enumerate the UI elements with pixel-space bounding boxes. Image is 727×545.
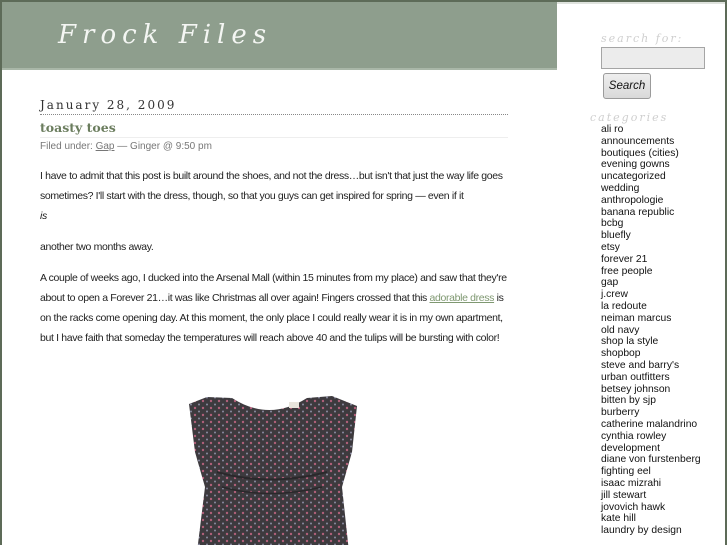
category-item[interactable]: laundry by design	[601, 525, 682, 537]
category-item[interactable]: j.crew	[601, 289, 628, 301]
post-body	[40, 166, 508, 348]
category-item[interactable]: etsy	[601, 241, 620, 253]
category-item[interactable]: diane von furstenberg	[601, 454, 701, 466]
category-item[interactable]: la redoute	[601, 300, 647, 312]
search-label: search for:	[601, 32, 684, 45]
category-item[interactable]: ali ro	[601, 124, 624, 135]
category-item[interactable]: bluefly	[601, 230, 631, 242]
category-item[interactable]: burberry	[601, 407, 640, 419]
category-item[interactable]: urban outfitters	[601, 371, 670, 383]
sidebar	[590, 32, 720, 537]
dress-image	[177, 392, 362, 545]
emphasis-is: is	[40, 210, 47, 222]
dress-illustration-icon	[177, 392, 362, 545]
search-button[interactable]: Search	[603, 73, 651, 99]
category-item[interactable]: fighting eel	[601, 466, 651, 478]
site-header	[2, 2, 557, 70]
post-meta	[40, 141, 508, 152]
category-item[interactable]: bcbg	[601, 218, 624, 230]
category-item[interactable]: evening gowns	[601, 159, 670, 171]
sidebar-top-bar	[557, 2, 725, 4]
post	[40, 98, 508, 359]
category-item[interactable]: shopbop	[601, 348, 641, 360]
category-item[interactable]: anthropologie	[601, 194, 664, 206]
paragraph-3	[40, 268, 508, 348]
paragraph-3-text-a: A couple of weeks ago, I ducked into the Arsenal Mall (within 15 minutes from my place) and saw that they're about to open a Forever 21…it was like Christmas all over again! Fingers crossed that this	[40, 272, 507, 304]
category-item[interactable]: steve and barry's	[601, 359, 680, 371]
category-item[interactable]: wedding	[601, 182, 640, 194]
category-item[interactable]: boutiques (cities)	[601, 147, 679, 159]
category-item[interactable]: announcements	[601, 135, 675, 147]
category-item[interactable]: jovovich hawk	[601, 501, 666, 513]
category-item[interactable]: gap	[601, 277, 619, 289]
paragraph-1	[40, 166, 508, 226]
post-date: January 28, 2009	[40, 98, 508, 115]
adorable-dress-link[interactable]: adorable dress	[429, 292, 495, 304]
search-input[interactable]	[601, 47, 705, 69]
category-item[interactable]: jill stewart	[601, 489, 647, 501]
category-item[interactable]: free people	[601, 265, 653, 277]
category-item[interactable]: isaac mizrahi	[601, 477, 662, 489]
paragraph-3-text-b: is on the racks come opening day. At this moment, the only place I could really wear it is in my own apartment, but I have faith that someday the temperatures will reach above 40 and the tulips will be bursting with color!	[40, 292, 504, 344]
category-list	[601, 124, 720, 537]
site-title[interactable]: Frock Files	[58, 20, 273, 50]
paragraph-1-text: I have to admit that this post is built around the shoes, and not the dress…but isn't that just the way life goes sometimes? I'll start with the dress, though, so that you guys can get inspired for spring — even if it	[40, 170, 503, 202]
category-item[interactable]: old navy	[601, 324, 640, 336]
category-item[interactable]: catherine malandrino	[601, 418, 698, 430]
category-item[interactable]: neiman marcus	[601, 312, 672, 324]
paragraph-2: another two months away.	[40, 241, 154, 253]
category-item[interactable]: kate hill	[601, 513, 636, 525]
category-item[interactable]: banana republic	[601, 206, 675, 218]
post-byline: — Ginger @ 9:50 pm	[117, 141, 212, 152]
category-item[interactable]: cynthia rowley	[601, 430, 667, 442]
post-title[interactable]: toasty toes	[40, 120, 508, 138]
category-item[interactable]: betsey johnson	[601, 383, 671, 395]
category-item[interactable]: forever 21	[601, 253, 648, 265]
category-link-gap[interactable]: Gap	[95, 141, 115, 152]
category-item[interactable]: shop la style	[601, 336, 659, 348]
categories-heading: categories	[590, 111, 669, 124]
category-item[interactable]: development	[601, 442, 660, 454]
category-item[interactable]: bitten by sjp	[601, 395, 656, 407]
filed-under-label: Filed under:	[40, 141, 93, 152]
category-item[interactable]: uncategorized	[601, 171, 666, 183]
